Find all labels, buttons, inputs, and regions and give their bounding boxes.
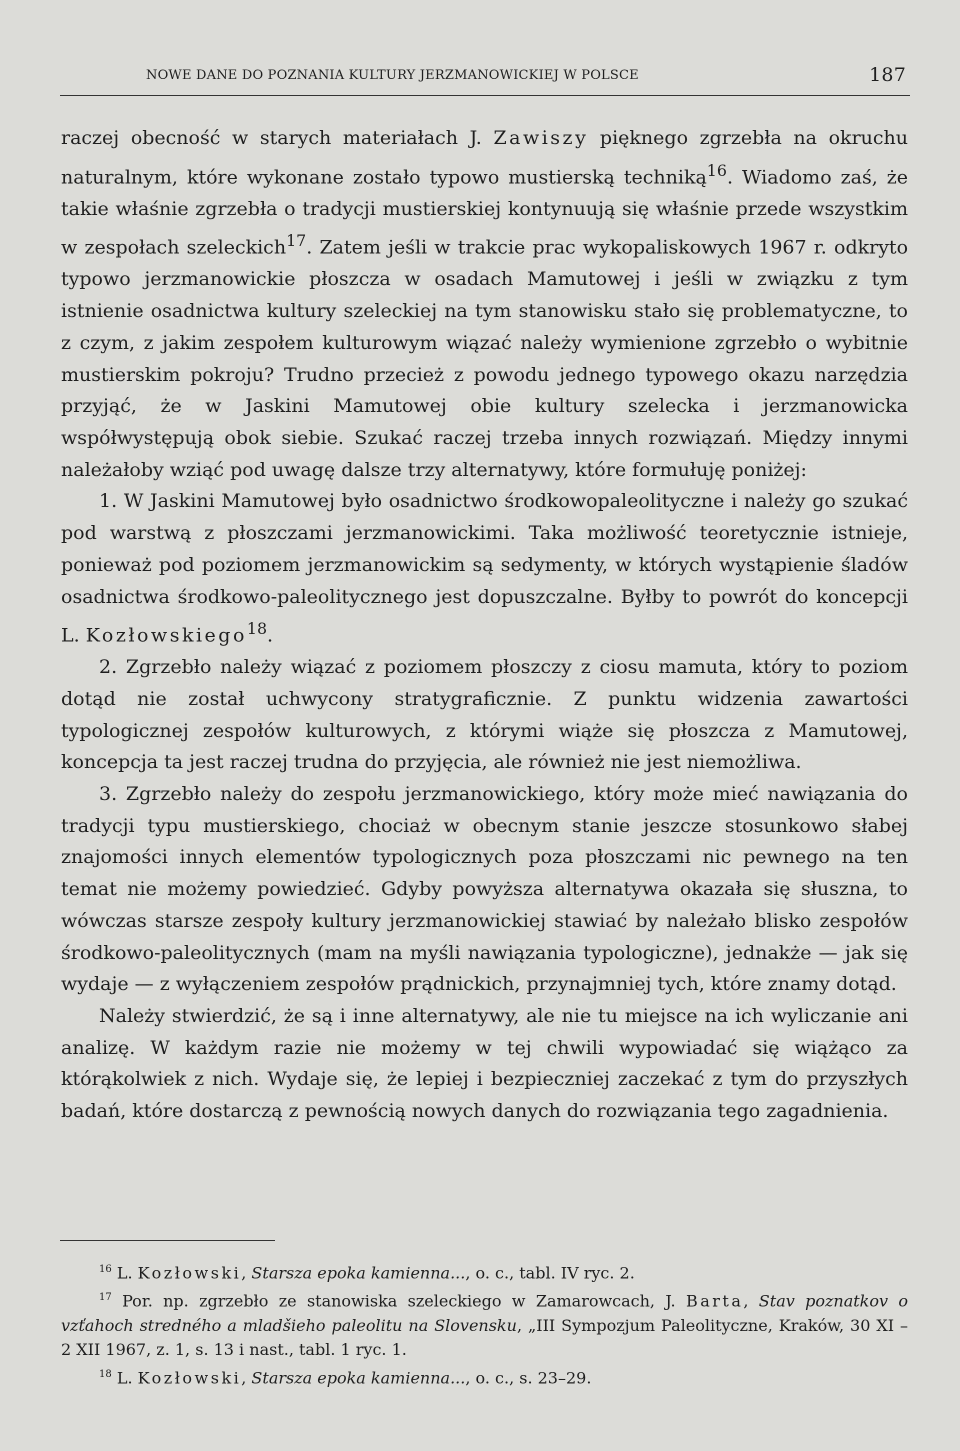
italic-title: Starsza epoka kamienna... — [251, 1263, 466, 1283]
footnote-fn17 — [61, 1286, 908, 1363]
spaced-author-name: Kozłowskiego — [85, 624, 247, 647]
text-run: 3. Zgrzebło należy do zespołu jerzmanowickiego, który może mieć nawiązania do tradycji typu mustierskiego, chociaż w obecnym stanie jeszcze stosunkowo słabej znajomości innych elementów typologicznych poza płoszczami nic pewnego na ten temat nie możemy powiedzieć. Gdyby powyższa alternatywa okazała się słuszna, to wówczas starsze zespoły kultury jerzmanowickiej stawiać by należało blisko zespołów środkowo-paleolitycznych (mam na myśli nawiązania typologiczne), jednakże — jak się wydaje — z wyłączeniem zespołów prądnickich, przynajmniej tych, które znamy dotąd. — [61, 783, 908, 996]
text-run: raczej obecność w starych materiałach J. — [61, 127, 494, 149]
footnote-fn16 — [61, 1258, 908, 1286]
footnote-marker: 18 — [246, 619, 268, 639]
footnote-marker: 18 — [99, 1368, 112, 1380]
text-run: . Zatem jeśli w trakcie prac wykopaliskowych 1967 r. odkryto typowo jerzmanowickie płoszcza w osadach Mamutowej i jeśli w związku z tym istnienie osadnictwa kultury szeleckiej na tym stanowisku stało się problematyczne, to z czym, z jakim zespołem kulturowym wiązać należy wymienione zgrzebło o wybitnie mustierskim pokroju? Trudno przecież z powodu jednego typowego okazu narzędzia przyjąć, że w Jaskini Mamutowej obie kultury szelecka i jerzmanowicka współwystępują obok siebie. Szukać raczej trzeba innych rozwiązań. Między innymi należałoby wziąć pod uwagę dalsze trzy alternatywy, które formułuję poniżej: — [61, 236, 909, 481]
paragraph-p1 — [61, 123, 908, 486]
spaced-author-name: Barta — [685, 1291, 744, 1311]
text-run: L. — [111, 1367, 138, 1387]
footnotes — [61, 1258, 908, 1390]
footnote-marker: 17 — [99, 1291, 112, 1303]
body-text — [61, 123, 908, 1128]
text-run: . — [267, 624, 274, 647]
paragraph-p4 — [61, 779, 908, 1001]
running-title: NOWE DANE DO POZNANIA KULTURY JERZMANOWICKIEJ W POLSCE — [146, 68, 639, 83]
footnote-fn18 — [61, 1363, 908, 1391]
page-number: 187 — [869, 64, 906, 86]
paragraph-p3 — [61, 652, 908, 779]
paragraph-p5 — [61, 1001, 908, 1128]
footnote-marker: 16 — [706, 160, 727, 180]
italic-title: Stav poznatkov o vzťahoch stredného a mladšieho paleolitu na Slovensku — [61, 1291, 909, 1335]
italic-title: Starsza epoka kamienna... — [251, 1367, 466, 1387]
header-rule — [60, 95, 910, 96]
text-run: , „III Sympozjum Paleolityczne, Kraków, 30 XI – 2 XII 1967, z. 1, s. 13 i nast., tabl. 1 ryc. 1. — [61, 1315, 909, 1360]
spaced-author-name: Kozłowski — [137, 1263, 242, 1283]
text-run: L. — [111, 1263, 138, 1283]
text-run: pięknego zgrzebła na okruchu naturalnym, które wykonane zostało typowo mustierską techniką — [61, 127, 908, 189]
footnote-rule — [60, 1240, 275, 1241]
text-run: 1. W Jaskini Mamutowej było osadnictwo środkowopaleolityczne i należy go szukać pod warstwą z płoszczami jerzmanowickimi. Taka możliwość teoretycznie istnieje, ponieważ pod poziomem jerzmanowickim są sedymenty, w których wystąpienie śladów osadnictwa środkowo-paleolitycznego jest dopuszczalne. Byłby to powrót do koncepcji L. — [61, 490, 908, 647]
spaced-author-name: Zawiszy — [493, 127, 589, 149]
spaced-author-name: Kozłowski — [137, 1367, 242, 1387]
footnote-marker: 17 — [286, 231, 307, 251]
text-run: 2. Zgrzebło należy wiązać z poziomem płoszczy z ciosu mamuta, który to poziom dotąd nie został uchwycony stratygraficznie. Z punktu widzenia zawartości typologicznej zespołów kulturowych, z którymi wiąże się płoszcza z Mamutowej, koncepcja ta jest raczej trudna do przyjęcia, ale również nie jest niemożliwa. — [61, 656, 908, 774]
text-run: Należy stwierdzić, że są i inne alternatywy, ale nie tu miejsce na ich wyliczanie ani analizę. W każdym razie nie możemy w tej chwili wypowiadać się wiążąco za którąkolwiek z nich. Wydaje się, że lepiej i bezpieczniej zaczekać z tym do przyszłych badań, które dostarczą z pewnością nowych danych do rozwiązania tego zagadnienia. — [61, 1004, 908, 1123]
paragraph-p2 — [61, 486, 908, 652]
text-run: , — [743, 1291, 759, 1311]
footnote-marker: 16 — [99, 1264, 112, 1275]
text-run: . Wiadomo zaś, że takie właśnie zgrzebła o tradycji mustierskiej kontynuują się właśnie przede wszystkim w zespołach szeleckich — [61, 166, 909, 259]
text-run: , — [241, 1367, 252, 1387]
text-run: , o. c., tabl. IV ryc. 2. — [465, 1263, 635, 1283]
text-run: Por. np. zgrzebło ze stanowiska szeleckiego w Zamarowcach, J. — [111, 1291, 686, 1311]
text-run: , o. c., s. 23–29. — [465, 1367, 592, 1387]
text-run: , — [241, 1263, 252, 1283]
